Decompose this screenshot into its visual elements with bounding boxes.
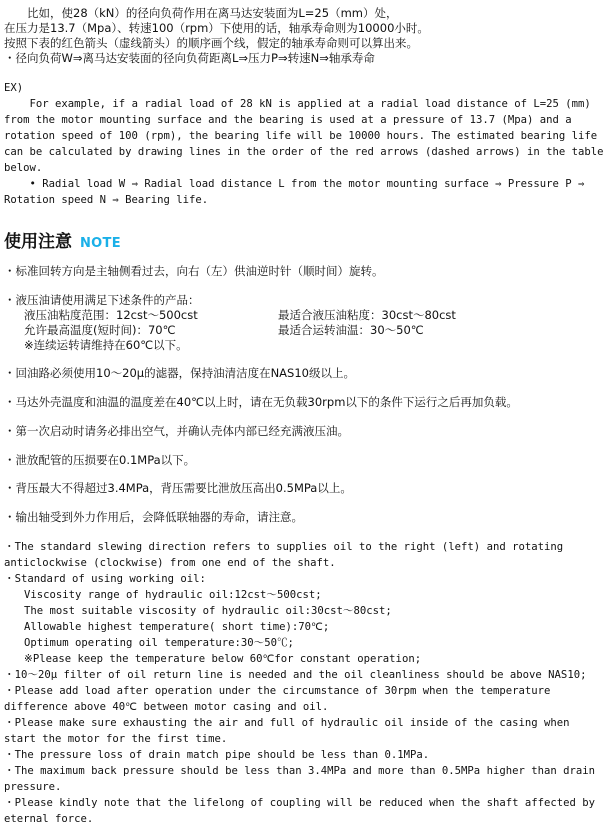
note-en-2-b: The most suitable viscosity of hydraulic oil:30cst～80cst; [24, 605, 392, 617]
section-heading [4, 227, 121, 252]
note-en-2-e: ※Please keep the temperature below 60℃for constant operation; [24, 653, 422, 665]
note-cn-1: ・标准回转方向是主轴侧看过去，向右（左）供油逆时针（顺时间）旋转。 [4, 264, 384, 278]
note-cn-8: ・输出轴受到外力作用后，会降低联轴器的寿命，请注意。 [4, 510, 303, 524]
intro-cn-line-2: 在压力是13.7（Mpa）、转速100（rpm）下使用的话，轴承寿命则为10000小时。 [4, 21, 429, 35]
example-label: EX) [4, 82, 24, 94]
intro-cn [4, 6, 604, 66]
note-cn-2-visc-best: 最适合液压油粘度：30cst～80cst [278, 308, 456, 322]
note-en-1: ・The standard slewing direction refers to supplies oil to the right (left) and rotating anticlockwise (clockwise) from one end of the shaft. [4, 541, 564, 569]
note-cn-5: ・第一次启动时请务必排出空气，并确认壳体内部已经充满液压油。 [4, 424, 349, 438]
intro-cn-line-4: ・径向负荷W⇒离马达安装面的径向负荷距离L⇒压力P⇒转速N⇒轴承寿命 [4, 51, 375, 65]
note-en-2-title: ・Standard of using working oil: [4, 573, 206, 585]
note-en-3: ・10～20μ filter of oil return line is needed and the oil cleanliness should be above NAS10; [4, 669, 587, 681]
note-cn-2-title: ・液压油请使用满足下述条件的产品： [4, 293, 200, 307]
note-en-8: ・Please kindly note that the lifelong of coupling will be reduced when the shaft affected by eternal force. [4, 797, 595, 825]
note-en-6: ・The pressure loss of drain match pipe should be less than 0.1MPa. [4, 749, 430, 761]
note-cn-2 [4, 293, 604, 353]
notes-en [4, 539, 606, 827]
note-cn-2-row-1 [4, 308, 604, 323]
heading-cn: 使用注意 [4, 232, 72, 252]
note-cn-2-max-temp: 允许最高温度(短时间)：70℃ [24, 323, 176, 337]
note-en-2-c: Allowable highest temperature( short time):70℃; [24, 621, 330, 633]
note-en-2-a: Viscosity range of hydraulic oil:12cst～500cst; [24, 589, 322, 601]
example-en-sequence: • Radial load W ⇒ Radial load distance L from the motor mounting surface ⇒ Pressure P ⇒ Rotation speed N ⇒ Bearing life. [4, 178, 591, 206]
note-cn-6: ・泄放配管的压损要在0.1MPa以下。 [4, 453, 196, 467]
heading-en: NOTE [80, 236, 121, 251]
note-cn-2-visc-range: 液压油粘度范围：12cst～500cst [24, 308, 198, 322]
note-cn-2-row-2 [4, 323, 604, 338]
note-en-5: ・Please make sure exhausting the air and full of hydraulic oil inside of the casing when start the motor for the first time. [4, 717, 570, 745]
note-cn-2-keep: ※连续运转请维持在60℃以下。 [24, 338, 188, 352]
note-cn-7: ・背压最大不得超过3.4MPa，背压需要比泄放压高出0.5MPa以上。 [4, 481, 352, 495]
note-cn-2-best-temp: 最适合运转油温：30～50℃ [278, 323, 424, 337]
example-en [4, 96, 610, 208]
intro-cn-line-3: 按照下表的红色箭头（虚线箭头）的顺序画个线，假定的轴承寿命则可以算出来。 [4, 36, 418, 50]
note-cn-4: ・马达外壳温度和油温的温度差在40℃以上时，请在无负载30rpm以下的条件下运行之后再加负载。 [4, 395, 518, 409]
note-en-4: ・Please add load after operation under the circumstance of 30rpm when the temperature difference above 40℃ between motor casing and oil. [4, 685, 551, 713]
example-en-paragraph: For example, if a radial load of 28 kN is applied at a radial load distance of L=25 (mm) from the motor mounting surface and the bearing is used at a pressure of 13.7 (Mpa) and a rotation speed of 100 (rpm), the bearing life will be 10000 hours. The estimated bearing life can be calculated by drawing lines in the order of the red arrows (dashed arrows) in the table below. [4, 98, 610, 174]
note-en-2-d: Optimum operating oil temperature:30～50℃; [24, 637, 294, 649]
note-en-7: ・The maximum back pressure should be less than 3.4MPa and more than 0.5MPa higher than drain pressure. [4, 765, 595, 793]
intro-cn-line-1: 比如，使28（kN）的径向负荷作用在离马达安装面为L=25（mm）处， [4, 6, 398, 20]
note-cn-3: ・回油路必须使用10～20μ的滤器，保持油清洁度在NAS10级以上。 [4, 366, 355, 380]
